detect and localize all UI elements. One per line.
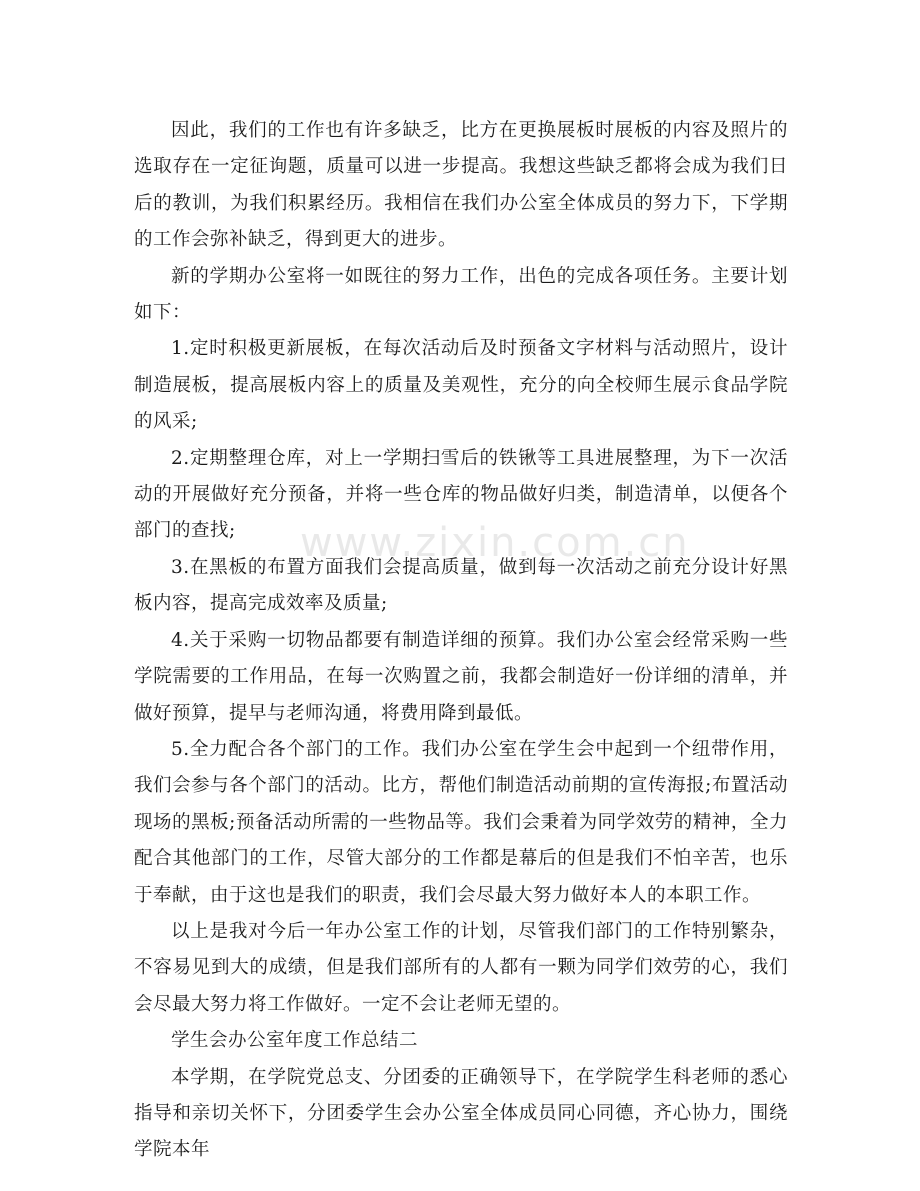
plan-item-3: 3.在黑板的布置方面我们会提高质量，做到每一次活动之前充分设计好黑板内容，提高完成效率及质量; bbox=[134, 556, 788, 615]
plan-item-5: 5.全力配合各个部门的工作。我们办公室在学生会中起到一个纽带作用，我们会参与各个部门的活动。比方，帮他们制造活动前期的宣传海报;布置活动现场的黑板;预备活动所需的一些物品等。我们会秉着为同学效劳的精神，全力配合其他部门的工作，尽管大部分的工作都是幕后的但是我们不怕辛苦，也乐于奉献，由于这也是我们的职责，我们会尽最大努力做好本人的本职工作。 bbox=[134, 738, 788, 906]
plan-item-4: 4.关于采购一切物品都要有制造详细的预算。我们办公室会经常采购一些学院需要的工作用品，在每一次购置之前，我都会制造好一份详细的清单，并做好预算，提早与老师沟通，将费用降到最低。 bbox=[134, 629, 788, 724]
paragraph-new-semester-plan: 新的学期办公室将一如既往的努力工作，出色的完成各项任务。主要计划如下： bbox=[134, 265, 788, 324]
section-heading: 学生会办公室年度工作总结二 bbox=[171, 1030, 419, 1052]
plan-item-2: 2.定期整理仓库，对上一学期扫雪后的铁锹等工具进展整理，为下一次活动的开展做好充分预备，并将一些仓库的物品做好归类，制造清单，以便各个部门的查找; bbox=[134, 447, 788, 542]
document-body bbox=[134, 113, 788, 1169]
paragraph-conclusion: 以上是我对今后一年办公室工作的计划，尽管我们部门的工作特别繁杂，不容易见到大的成绩，但是我们部所有的人都有一颗为同学们效劳的心，我们会尽最大努力将工作做好。一定不会让老师无望的。 bbox=[134, 920, 788, 1015]
plan-item-1: 1.定时积极更新展板，在每次活动后及时预备文字材料与活动照片，设计制造展板，提高展板内容上的质量及美观性，充分的向全校师生展示食品学院的风采; bbox=[134, 338, 788, 433]
paragraph-section-two-intro: 本学期，在学院党总支、分团委的正确领导下，在学院学生科老师的悉心指导和亲切关怀下，分团委学生会办公室全体成员同心同德，齐心协力，围绕学院本年 bbox=[134, 1066, 788, 1161]
watermark: www.zixin.com.cn bbox=[300, 520, 690, 566]
paragraph-shortcomings: 因此，我们的工作也有许多缺乏，比方在更换展板时展板的内容及照片的选取存在一定征询题，质量可以进一步提高。我想这些缺乏都将会成为我们日后的教训，为我们积累经历。我相信在我们办公室全体成员的努力下，下学期的工作会弥补缺乏，得到更大的进步。 bbox=[134, 120, 788, 251]
